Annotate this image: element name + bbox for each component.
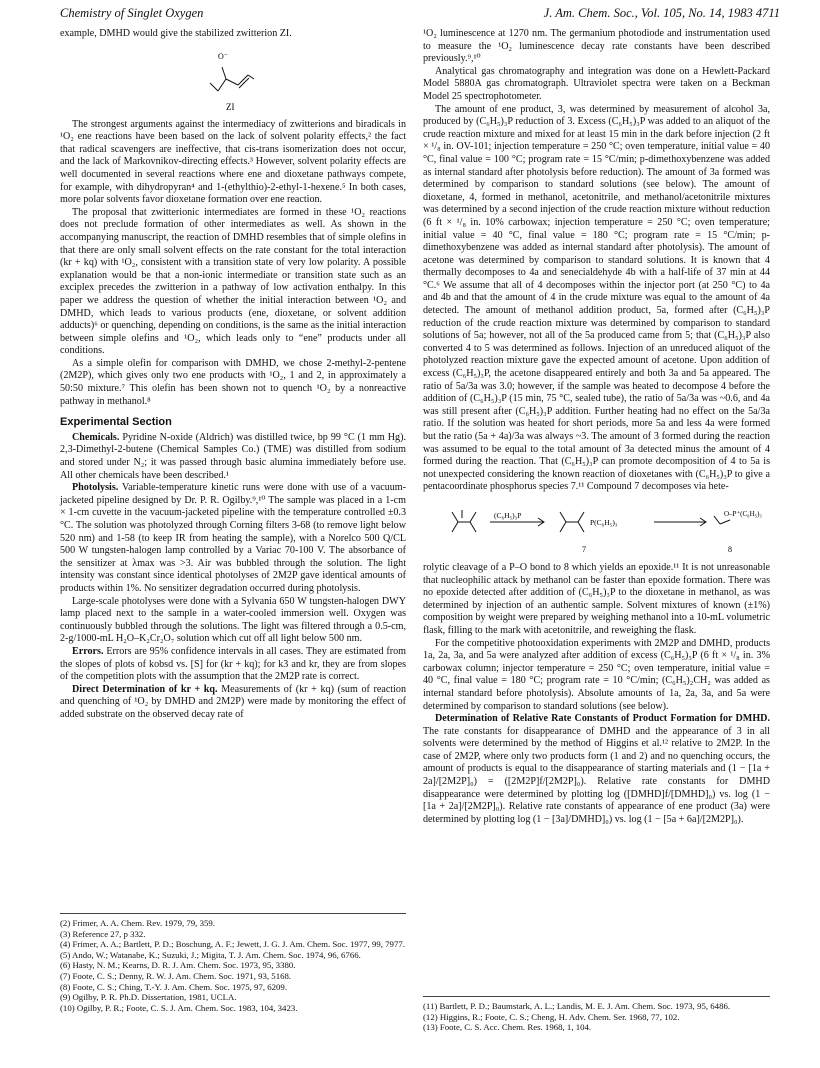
paragraph: rolytic cleavage of a P–O bond to 8 which yields an epoxide.¹¹ It is not unreasonable that nucleophilic attack by methanol can be faster than epoxide formation. There was no epoxide detected after addition of (C₆H₅)₃P to the dioxetane in methanol, as was determined by injection of an authentic sample. Solvent mixtures of known (±1%) composition by weight were prepared by weighing methanol into a 10-mL volumetric flask, filling to the mark with acetonitrile, and reweighing the flask. (423, 561, 770, 636)
paragraph: The proposal that zwitterionic intermediates are formed in these ¹O₂ reactions does not preclude formation of other intermediates as well. As shown in the accompanying manuscript, the reaction of DMHD resembles that of simple olefins in that there are only small solvent effects on the rate constant for the total interaction (kr + kq) with ¹O₂, consistent with a transition state of very low polarity. A possible explanation would be that a non-ionic intermediate or transition state such as an exciplex precedes the zwitterion in a pathway of low activation enthalpy. In this paper we address the question of whether the initial interaction between ¹O₂ and DMHD, which leads to various products (ene, dioxetane, or solvent addition adducts)⁶ or quenching, depending on conditions, is the same as the initial interaction between simple olefins and ¹O₂, which leads only to “ene” products under all conditions. (60, 206, 406, 357)
footnote: (9) Ogilby, P. R. Ph.D. Dissertation, 1981, UCLA. (60, 992, 237, 1003)
paragraph: Large-scale photolyses were done with a Sylvania 650 W tungsten-halogen DWY lamp placed next to the sample in a water-cooled immersion well. Oxygen was continuously bubbled through the solutions. The light was filtered through a 0.5-cm, 2-g/1000-mL H₂O–K₂Cr₂O₇ solution which cut off all light below 500 nm. (60, 595, 406, 645)
left-column (60, 28, 406, 722)
zwitterion-structure (188, 45, 278, 113)
footnote: (12) Higgins, R.; Foote, C. S.; Cheng, H. Adv. Chem. Ser. 1968, 77, 102. (423, 1011, 680, 1022)
subheading: Photolysis. (72, 482, 119, 494)
footnote: (3) Reference 27, p 332. (60, 928, 146, 939)
paragraph: Measurements of (kr + kq) (sum of reaction and quenching of ¹O₂ by DMHD and 2M2P) were made by monitoring the effect of added substrate on the observed decay rate of (60, 683, 406, 720)
footnote: (7) Foote, C. S.; Denny, R. W. J. Am. Chem. Soc. 1971, 93, 5168. (60, 970, 292, 981)
paragraph: Analytical gas chromatography and integration was done on a Hewlett-Packard Model 5880A gas chromatograph. Ultraviolet spectra were taken on a Beckman Model 25 spectrophotometer. (423, 65, 770, 102)
subheading: Errors. (72, 645, 104, 657)
subheading: Determination of Relative Rate Constants of Product Formation for DMHD. (435, 713, 770, 725)
footnote: (8) Foote, C. S.; Ching, T.-Y. J. Am. Chem. Soc. 1975, 97, 6209. (60, 981, 288, 992)
subheading: Chemicals. (72, 431, 120, 443)
journal-citation: J. Am. Chem. Soc., Vol. 105, No. 14, 1983 4711 (543, 6, 780, 20)
footnote: (13) Foote, C. S. Acc. Chem. Res. 1968, 1, 104. (423, 1022, 592, 1033)
footnote: (5) Ando, W.; Watanabe, K.; Suzuki, J.; Migita, T. J. Am. Chem. Soc. 1974, 96, 6766. (60, 949, 361, 960)
footnotes-left (60, 913, 406, 1013)
footnote: (4) Frimer, A. A.; Bartlett, P. D.; Boschung, A. F.; Jewett, J. G. J. Am. Chem. Soc. 1977, 99, 7977. (60, 939, 405, 950)
paragraph: ¹O₂ luminescence at 1270 nm. The germanium photodiode and instrumentation used to measure the ¹O₂ luminescence decay rate constants have been described previously.⁹,¹⁰ (423, 28, 770, 65)
zi-label: ZI (226, 101, 235, 112)
subheading: Direct Determination of kr + kq. (72, 683, 218, 695)
footnote: (2) Frimer, A. A. Chem. Rev. 1979, 79, 359. (60, 918, 215, 928)
paragraph: Pyridine N-oxide (Aldrich) was distilled twice, bp 99 °C (1 mm Hg). 2,3-Dimethyl-2-butene (Chemical Samples Co.) (TME) was distilled from sodium and stored under N₂; it was passed through basic alumina immediately before use. All other chemicals have been described.¹ (60, 431, 406, 481)
footnote: (11) Bartlett, P. D.; Baumstark, A. L.; Landis, M. E. J. Am. Chem. Soc. 1973, 95, 6486. (423, 1001, 731, 1011)
running-title: Chemistry of Singlet Oxygen (60, 6, 204, 20)
paragraph: As a simple olefin for comparison with DMHD, we chose 2-methyl-2-pentene (2M2P), which gives only two ene products with ¹O₂, 1 and 2, in approximately a 50:50 mixture.⁷ This olefin has been shown not to quench ¹O₂ by a nonreactive pathway in methanol.⁸ (60, 357, 406, 407)
intro-text: example, DMHD would give the stabilized zwitterion ZI. (60, 28, 292, 39)
scheme-phosphorus: P(C₆H₅)₃ (589, 517, 617, 527)
paragraph: The amount of ene product, 3, was determined by measurement of alcohol 3a, produced by (C₆H₅)₃P reduction of 3. Excess (C₆H₅)₃P was added to an aliquot of the crude reaction mixture and mixed for at least 15 min in the dark before injection (2 ft × ¹/₈ in. OV-101; injection temperature = 250 °C; oven temperature, initial value = 40 °C, final value = 100 °C; program rate = 15 °C/min; p-dimethoxybenzene was added as internal standard after photolysis before reduction). The amount of 3a formed was determined by comparison to standard solutions (see below). The amount of dioxetane, 4, formed in methanol, acetonitrile, and methanol/acetonitrile mixtures was determined by a second injection of the crude reaction mixture without reduction (6 ft × ¹/₈ in. 10% carbowax; injection temperature = 250 °C; oven temperature; initial value = 40 °C, final value = 180 °C; program rate = 15 °C/min; p-dimethoxybenzene was added as internal standard after photolysis). The amount of acetone was determined by comparison to standard solutions. It is known that 4 thermally decomposes to 4a and senecialdehyde 4b with a half-life of 37 min at 44 °C.⁶ We assume that all of 4 decomposes within the injector port (at 250 °C) to 4a and 4b and that the amount of 4 in the crude mixture was equal to the amount of 4a detected. The amount of methanol addition product, 5a, formed after (C₆H₅)₃P reduction of the crude reaction mixture was determined by comparison to standard solutions of 5a; however, not all of the 5a produced came from 5; that (C₆H₅)₃P also converted 4 to 5 was determined as follows. Injection of an unreduced aliquot of the photolyzed reaction mixture gave the expected amount of acetone. Upon addition of excess (C₆H₅)₃P, the acetone disappeared entirely and both 3a and 5a appeared. The ratio of 5a/3a was 3.0; however, if the sample was heated to decompose 4 before the addition of (C₆H₅)₃P (15 min, 75 °C, sealed tube), the ratio of 5a/3a was ~0.6, and 4a was still present after (C₆H₅)₃P addition. Further heating had no effect on the 5a/3a ratio. If the solution was heated for short periods, more 5a and less 4a were formed but the ratio (5a + 4a)/3a was always ~3. The amount of 3 formed during the reaction was assumed to be equal to the total amount of 3a detected minus the amount of 4 formed during the reaction. That (C₆H₅)₃P can promote decomposition of 4 to 5a is not unexpected considering the known reaction of dioxetanes with (C₆H₅)₃P to give a pentacoordinate phosphorus species 7.¹¹ Compound 7 decomposes via hete- (423, 103, 770, 493)
paragraph: Errors are 95% confidence intervals in all cases. They are estimated from the slopes of plots of kobsd vs. [S] for (kr + kq); for k3 and kr, they are from slopes of the competition plots with the assumption that the 2M2P rate is correct. (60, 645, 406, 683)
footnotes-right (423, 996, 770, 1033)
page-header (60, 6, 780, 26)
zi-oxygen-label: O⁻ (218, 51, 228, 61)
section-heading: Experimental Section (60, 416, 172, 429)
footnote: (6) Hasty, N. M.; Kearns, D. R. J. Am. Chem. Soc. 1973, 95, 3380. (60, 960, 296, 971)
paragraph: For the competitive photooxidation experiments with 2M2P and DMHD, products 1a, 2a, 3a, and 5a were analyzed after addition of excess (C₆H₅)₃P (6 ft × ¹/₈ in. 3% carbowax column; injector temperature = 250 °C; oven temperature, initial value = 40 °C, final value = 180 °C; program rate = 10 °C/min; (C₆H₅)₂CH₂ was added as internal standard before photolysis). Absolute amounts of 1a, 2a, 3a, and 5a were determined by comparison to standard solutions (see below). (423, 637, 770, 712)
scheme-oxide: O–P⁺(C₆H₅)₃ (723, 509, 762, 518)
paragraph: Variable-temperature kinetic runs were done with use of a vacuum-jacketed pipeline designed by Dr. P. R. Ogilby.⁹,¹⁰ The sample was placed in a 1-cm × 1-cm cuvette in the vacuum-jacketed pipeline with the temperature controlled ±0.3 °C. The solution was photolyzed through Corning filters 3-68 (to remove light below 520 nm) and 1-58 (to keep IR from heating the sample), with a Norelco 500 Q/CL 500 W tungsten-halogen lamp controlled by a Variac 70-100 V. The absorbance of the sensitizer at λmax was >3. Air was bubbled through the solution. The light intensity was constant since identical photolyses of 2M2P gave identical amounts of products within 1%. No sensitizer degradation occurred during photolysis. (60, 482, 406, 594)
scheme-reagent: (C₆H₅)₃P (493, 510, 521, 520)
right-column (423, 28, 770, 826)
paragraph: The rate constants for disappearance of DMHD and the appearance of 3 in all solvents were determined by the method of Higgins et al.¹² relative to 2M2P. In the case of 2M2P, where only two products form (1 and 2) and no quenching occurs, the amount of products is equal to the disappearance of starting materials and (1 − [1a + 2a]/[2M2P]₀) = ([2M2P]f/[2M2P]₀). Relative rate constants for DMHD disappearance were determined by plotting log ([DMHD]f/[DMHD]₀) vs. log (1 − [1a + 2a]/[2M2P]₀). Relative rate constants of appearance of ene product (3a) were determined by plotting log (1 − [3a]/DMHD]₀) vs. log (1 − [5a + 6a]/[2M2P]₀). (423, 725, 770, 825)
compound-7-label: 7 (581, 544, 586, 554)
paragraph: The strongest arguments against the intermediacy of zwitterions and biradicals in ¹O₂ ene reactions have been based on the lack of solvent polarity effects,² the fact that radical scavengers are ineffective, that cis-trans isomerization does not occur, and the lack of Markovnikov-directing effects.³ However, solvent polarity effects are well documented in several reactions where ene and dioxetane pathways compete, for example, with dihydropyran⁴ and 1-(ethylthio)-2-ethyl-1-hexene.⁵ In both cases, more polar solvents favor dioxetane formation over ene reaction. (60, 118, 406, 206)
footnote: (10) Ogilby, P. R.; Foote, C. S. J. Am. Chem. Soc. 1983, 104, 3423. (60, 1002, 298, 1013)
reaction-scheme (432, 498, 762, 556)
compound-8-label: 8 (727, 544, 732, 554)
